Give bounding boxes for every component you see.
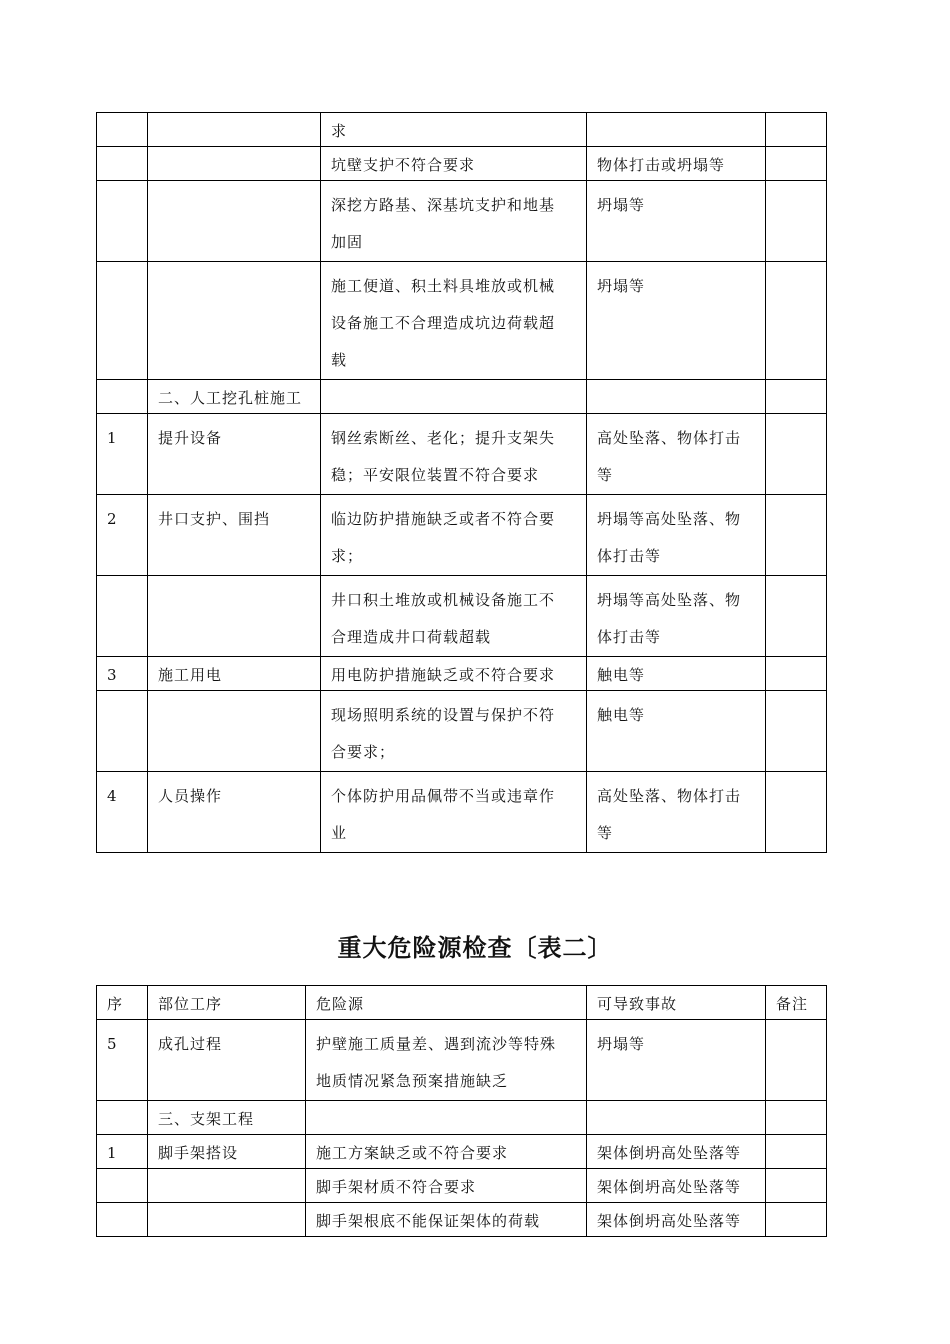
- cell-note: [766, 1169, 827, 1203]
- cell-no: [97, 1101, 148, 1135]
- cell-accident: 坍塌等: [587, 181, 766, 262]
- cell-no: [97, 1203, 148, 1237]
- cell-note: [766, 380, 827, 414]
- hazard-table-1: [96, 112, 827, 853]
- cell-no: 4: [97, 772, 148, 853]
- header-no: 序: [97, 986, 148, 1020]
- cell-hazard: 脚手架根底不能保证架体的荷载: [306, 1203, 587, 1237]
- cell-no: [97, 113, 148, 147]
- table-row: [97, 113, 827, 147]
- hazard-table-2: [96, 985, 827, 1237]
- cell-part: 三、支架工程: [148, 1101, 306, 1135]
- table-row: [97, 181, 827, 262]
- table-row: [97, 1203, 827, 1237]
- cell-hazard: 个体防护用品佩带不当或违章作 业: [321, 772, 587, 853]
- cell-note: [766, 1135, 827, 1169]
- header-part: 部位工序: [148, 986, 306, 1020]
- cell-part: [148, 1169, 306, 1203]
- cell-no: 5: [97, 1020, 148, 1101]
- cell-note: [766, 147, 827, 181]
- cell-accident: [587, 1101, 766, 1135]
- cell-hazard: 护壁施工质量差、遇到流沙等特殊 地质情况紧急预案措施缺乏: [306, 1020, 587, 1101]
- table-row: [97, 1135, 827, 1169]
- cell-part: [148, 576, 321, 657]
- cell-no: [97, 181, 148, 262]
- cell-accident: 高处坠落、物体打击 等: [587, 772, 766, 853]
- table-row: [97, 1101, 827, 1135]
- cell-no: [97, 262, 148, 380]
- cell-accident: 触电等: [587, 691, 766, 772]
- cell-no: 1: [97, 414, 148, 495]
- cell-part: 脚手架搭设: [148, 1135, 306, 1169]
- cell-note: [766, 657, 827, 691]
- table-row: [97, 576, 827, 657]
- cell-accident: 物体打击或坍塌等: [587, 147, 766, 181]
- cell-no: [97, 380, 148, 414]
- cell-hazard: 用电防护措施缺乏或不符合要求: [321, 657, 587, 691]
- cell-hazard: 深挖方路基、深基坑支护和地基 加固: [321, 181, 587, 262]
- cell-accident: 高处坠落、物体打击 等: [587, 414, 766, 495]
- cell-note: [766, 181, 827, 262]
- cell-hazard: 临边防护措施缺乏或者不符合要 求；: [321, 495, 587, 576]
- table-row: [97, 495, 827, 576]
- cell-no: [97, 147, 148, 181]
- cell-accident: [587, 113, 766, 147]
- cell-hazard: 井口积土堆放或机械设备施工不 合理造成井口荷载超载: [321, 576, 587, 657]
- cell-hazard: 坑壁支护不符合要求: [321, 147, 587, 181]
- cell-accident: 架体倒坍高处坠落等: [587, 1169, 766, 1203]
- cell-part: [148, 691, 321, 772]
- table-row: [97, 1169, 827, 1203]
- cell-hazard: 现场照明系统的设置与保护不符 合要求；: [321, 691, 587, 772]
- cell-hazard: 钢丝索断丝、老化；提升支架失 稳；平安限位装置不符合要求: [321, 414, 587, 495]
- cell-no: [97, 691, 148, 772]
- table-header-row: [97, 986, 827, 1020]
- table-row: [97, 262, 827, 380]
- table-row: [97, 147, 827, 181]
- table2-title: 重大危险源检查〔表二〕: [337, 933, 613, 962]
- cell-part: [148, 113, 321, 147]
- cell-no: 3: [97, 657, 148, 691]
- header-hazard: 危险源: [306, 986, 587, 1020]
- cell-no: 2: [97, 495, 148, 576]
- cell-part: [148, 262, 321, 380]
- cell-part: 二、人工挖孔桩施工: [148, 380, 321, 414]
- cell-note: [766, 576, 827, 657]
- table-row: [97, 414, 827, 495]
- cell-accident: 架体倒坍高处坠落等: [587, 1135, 766, 1169]
- header-note: 备注: [766, 986, 827, 1020]
- cell-accident: 触电等: [587, 657, 766, 691]
- cell-note: [766, 1203, 827, 1237]
- table-row: [97, 691, 827, 772]
- cell-note: [766, 414, 827, 495]
- cell-hazard: 施工方案缺乏或不符合要求: [306, 1135, 587, 1169]
- cell-part: 施工用电: [148, 657, 321, 691]
- cell-part: 提升设备: [148, 414, 321, 495]
- cell-hazard: 施工便道、积土料具堆放或机械 设备施工不合理造成坑边荷载超 载: [321, 262, 587, 380]
- cell-part: [148, 1203, 306, 1237]
- table-row: [97, 1020, 827, 1101]
- table-row: [97, 657, 827, 691]
- cell-part: 人员操作: [148, 772, 321, 853]
- cell-note: [766, 1020, 827, 1101]
- cell-no: [97, 1169, 148, 1203]
- cell-note: [766, 1101, 827, 1135]
- cell-note: [766, 113, 827, 147]
- cell-hazard: 求: [321, 113, 587, 147]
- cell-note: [766, 495, 827, 576]
- cell-part: 成孔过程: [148, 1020, 306, 1101]
- cell-note: [766, 691, 827, 772]
- cell-part: [148, 147, 321, 181]
- cell-accident: 坍塌等高处坠落、物 体打击等: [587, 576, 766, 657]
- header-accident: 可导致事故: [587, 986, 766, 1020]
- cell-part: 井口支护、围挡: [148, 495, 321, 576]
- cell-part: [148, 181, 321, 262]
- table-row: [97, 772, 827, 853]
- cell-accident: 坍塌等: [587, 262, 766, 380]
- cell-accident: 坍塌等高处坠落、物 体打击等: [587, 495, 766, 576]
- cell-hazard: [306, 1101, 587, 1135]
- cell-note: [766, 772, 827, 853]
- cell-no: [97, 576, 148, 657]
- cell-hazard: [321, 380, 587, 414]
- cell-hazard: 脚手架材质不符合要求: [306, 1169, 587, 1203]
- cell-no: 1: [97, 1135, 148, 1169]
- cell-accident: [587, 380, 766, 414]
- cell-accident: 坍塌等: [587, 1020, 766, 1101]
- table-row: [97, 380, 827, 414]
- cell-accident: 架体倒坍高处坠落等: [587, 1203, 766, 1237]
- cell-note: [766, 262, 827, 380]
